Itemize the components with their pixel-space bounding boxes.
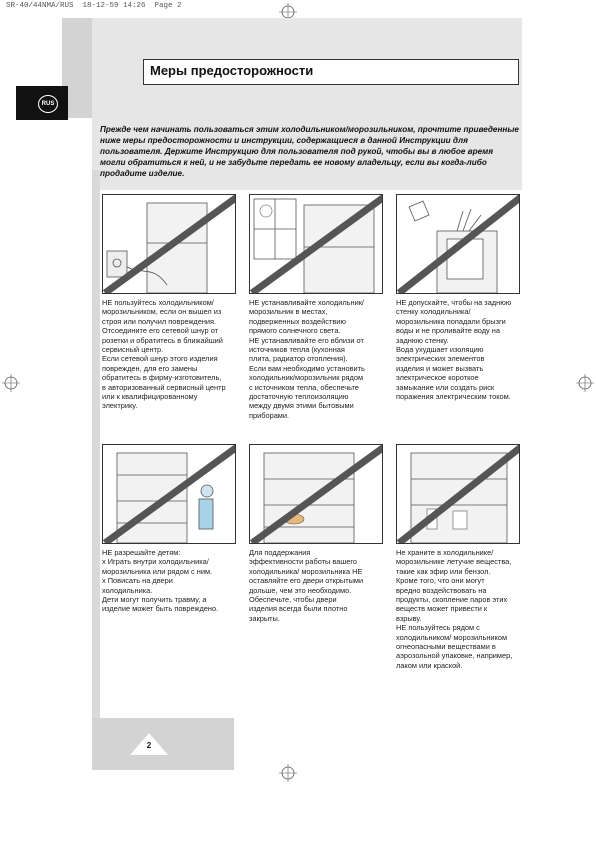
caption-sunlight: НЕ устанавливайте холодильник/ морозильник в местах, подверженных воздействию прямого солнечного света. НЕ устанавливайте его вблизи от источников тепла (кухонная плита, радиатор отопления). Если вам необходимо установить холодильник/морозильник рядом с источником тепла, обеспечьте достаточную теплоизоляцию между двумя этими бытовыми приборами.: [249, 298, 365, 420]
registration-mark-icon: [279, 764, 297, 782]
left-column-band: [92, 170, 100, 740]
caption-children: НЕ разрешайте детям: x Играть внутри холодильника/ морозильника или рядом с ним. x Повисать на двери холодильника. Дети могут получить травму, а изделие может быть повреждено.: [102, 548, 219, 614]
illustration-damaged-cord: [102, 194, 236, 294]
intro-text: Прежде чем начинать пользоваться этим холодильником/морозильником, прочтите приведенные ниже меры предосторожности и инструкции, содержащиеся в данной Инструкции для пользователя. Держите Инструкцию для пользователя под рукой, чтобы вы в любое время могли обратиться к ней, и не забудьте передать ее новому владельцу, если вы когда-либо продадите изделие.: [100, 125, 519, 178]
caption-open-doors: Для поддержания эффективности работы вашего холодильника/ морозильника НЕ оставляйте его двери открытыми дольше, чем это необходимо. Обеспечьте, чтобы двери изделия всегда были плотно закрыты.: [249, 548, 364, 623]
registration-mark-icon: [576, 374, 594, 392]
caption-volatile-substances: Не храните в холодильнике/ морозильнике летучие вещества, такие как эфир или бензол. Кроме того, что они могут вредно воздействовать на продукты, скопление паров этих веществ может привести к взрыву. НЕ пользуйтесь рядом с холодильником/ морозильником огнеопасными веществами в аэрозольной упаковке, например, лаком или краской.: [396, 548, 513, 670]
language-badge: RUS: [38, 95, 58, 113]
page-number: 2: [146, 741, 152, 750]
print-meta: SR-40/44NMA/RUS 18-12-59 14:26 Page 2: [6, 2, 182, 10]
illustration-open-doors: [249, 444, 383, 544]
registration-mark-icon: [2, 374, 20, 392]
illustration-sunlight: [249, 194, 383, 294]
illustration-volatile-substances: [396, 444, 520, 544]
illustration-water-splash: [396, 194, 520, 294]
caption-water-splash: НЕ допускайте, чтобы на заднюю стенку холодильника/ морозильника попадали брызги воды и не проливайте воду на заднюю стенку. Вода ухудшает изоляцию электрических элементов изделия и может вызвать электрическое короткое замыкание или создать риск поражения электрическим током.: [396, 298, 512, 402]
caption-damaged-cord: НЕ пользуйтесь холодильником/ морозильником, если он вышел из строя или получил повреждения. Отсоедините его сетевой шнур от розетки и обратитесь в ближайший сервисный центр. Если сетевой шнур этого изделия поврежден, для его замены обратитесь в фирму-изготовитель, в авторизованный сервисный центр или к квалифицированному электрику.: [102, 298, 226, 411]
illustration-children: [102, 444, 236, 544]
page-title: Меры предосторожности: [150, 63, 314, 78]
